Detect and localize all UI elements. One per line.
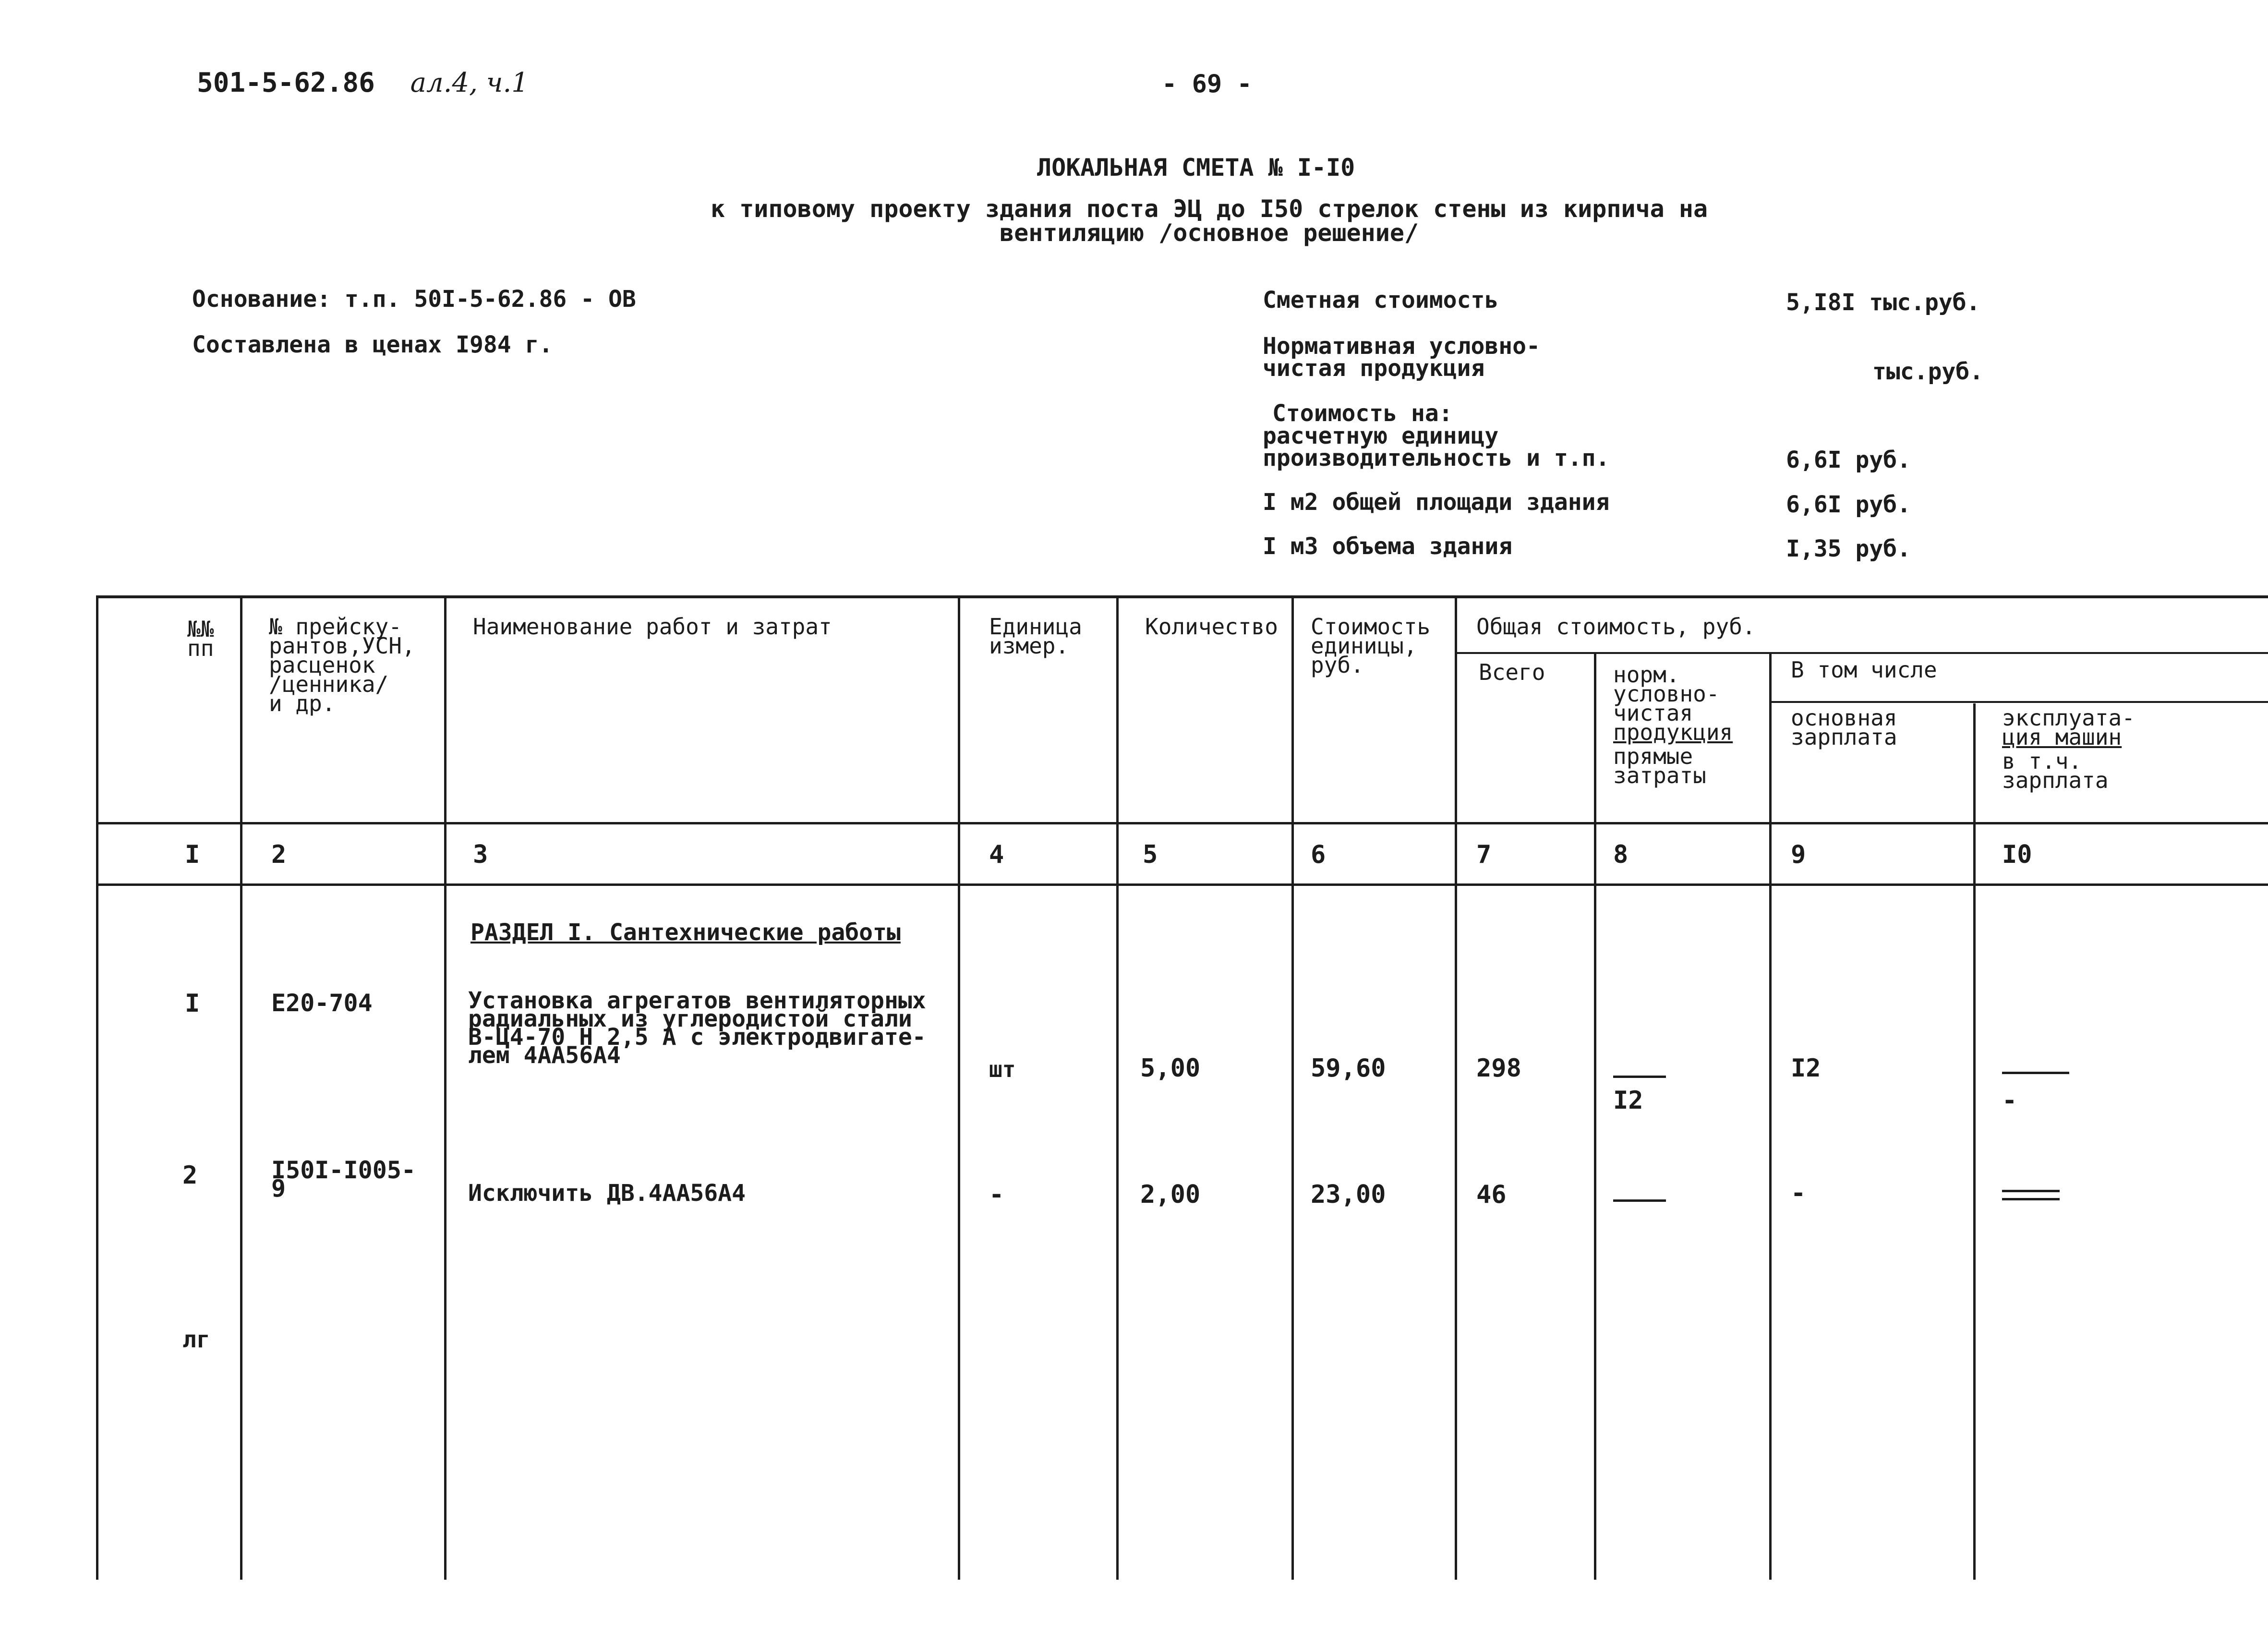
col-number-3: 3 [473,840,488,869]
col-line-5 [1291,595,1294,1580]
row-2-machines-dash-top [2002,1190,2060,1192]
header-pricelist: № прейску- рантов,УСН, расценок /ценника/ и др. [269,614,415,716]
total-group-rule [1457,652,2268,654]
document-code-number: 501-5-62.86 [197,67,375,98]
page-number: - 69 - [1162,70,1252,98]
normative-label-line-1: Нормативная условно- [1263,333,1540,360]
unit-label [1263,423,1610,472]
row-2-total: 46 [1476,1180,1507,1209]
album-part: ал.4, ч.1 [410,67,529,98]
row-1-normative-dash [1613,1076,1666,1078]
normative-value: тыс.руб. [1872,358,1984,385]
col-line-3 [958,595,960,1580]
col-line-9 [1973,703,1976,1580]
header-normative [1613,662,1733,788]
header-unit-cost: Стоимость единицы, руб. [1311,614,1431,678]
row-2-base-salary: - [1791,1179,1806,1208]
row-1-name: Установка агрегатов вентиляторных радиальных из углеродистой стали В-Ц4-70 Н 2,5 А с электродвигате- лем 4АА56А4 [468,987,926,1069]
row-1-code: Е20-704 [271,989,373,1017]
normative-label [1263,333,1540,382]
m2-value: 6,6I руб. [1786,491,1911,518]
row-2-code: I50I-I005- 9 [271,1156,416,1202]
col-line-6 [1455,595,1457,1580]
col-number-10: I0 [2002,840,2032,869]
row-1-machines-dash [2002,1072,2069,1074]
prices-text: Составлена в ценах I984 г. [192,331,553,358]
header-machines [2002,705,2135,793]
row-2-name: Исключить ДВ.4АА56А4 [468,1180,746,1207]
row-1-total: 298 [1476,1054,1521,1083]
col-line-4 [1116,595,1119,1580]
document-subtitle [711,197,1708,245]
document-title: ЛОКАЛЬНАЯ СМЕТА № I-I0 [1037,154,1355,181]
header-unit: Единица измер. [989,614,1082,659]
unit-value: 6,6I руб. [1786,447,1911,473]
unit-label-line-1: расчетную единицу [1263,423,1499,449]
row-2-price: 23,00 [1311,1180,1386,1209]
cost-per-label: Стоимость на: [1272,400,1453,427]
row-2-unit: - [989,1180,1004,1209]
header-base-salary: основная зарплата [1791,705,1897,750]
header-quantity: Количество [1145,614,1278,640]
header-machines-salary: в т.ч. зарплата [2002,748,2109,793]
estimated-cost-label: Сметная стоимость [1263,287,1499,314]
col-number-1: I [185,840,200,869]
row-2-qty: 2,00 [1140,1180,1201,1209]
sheet-mark: лг [182,1326,210,1353]
col-line-7 [1594,653,1596,1580]
estimated-cost-value: 5,I8I тыс.руб. [1786,289,1980,316]
col-number-8: 8 [1613,840,1629,869]
header-name: Наименование работ и затрат [473,614,832,640]
header-bottom-rule [96,822,2268,824]
row-2-machines-dash-bottom [2002,1198,2060,1200]
row-2-normative-dash [1613,1199,1666,1202]
row-1-qty: 5,00 [1140,1054,1201,1083]
col-number-4: 4 [989,840,1004,869]
header-direct-costs: прямые затраты [1613,743,1706,788]
header-machines-line-1: эксплуата- [2002,705,2135,731]
row-1-base-salary: I2 [1791,1054,1821,1083]
row-1-direct-costs: I2 [1613,1086,1643,1115]
header-no: №№ пп [187,616,214,661]
row-1-price: 59,60 [1311,1054,1386,1083]
row-1-no: I [185,989,200,1018]
header-machines-line-2: ция машин [2002,724,2122,750]
col-line-2 [444,595,446,1580]
header-total-group: Общая стоимость, руб. [1476,614,1756,640]
document-code [197,67,529,98]
normative-label-line-2: чистая продукция [1263,355,1485,382]
subtitle-line-2: вентиляцию /основное решение/ [1000,219,1419,247]
row-2-no: 2 [182,1161,198,1190]
subtitle-line-1: к типовому проекту здания поста ЭЦ до I50 стрелок стены из кирпича на [711,195,1708,223]
m2-label: I м2 общей площади здания [1263,489,1610,516]
col-number-2: 2 [271,840,287,869]
col-line-1 [240,595,242,1580]
row-1-machines-salary: - [2002,1086,2017,1115]
row-1-unit: шт [989,1056,1016,1082]
m3-value: I,35 руб. [1786,535,1911,562]
section-title: РАЗДЕЛ I. Сантехнические работы [470,919,901,946]
col-number-9: 9 [1791,840,1806,869]
table-top-rule [96,595,2268,598]
m3-label: I м3 объема здания [1263,533,1513,560]
header-total: Всего [1479,659,1545,685]
unit-label-line-2: производительность и т.п. [1263,445,1610,472]
col-line-0 [96,595,98,1580]
numbers-bottom-rule [96,883,2268,886]
header-including: В том числе [1791,657,1937,683]
header-normative-product: продукция [1613,719,1733,745]
col-number-7: 7 [1476,840,1492,869]
header-normative-top: норм. условно- чистая [1613,662,1720,726]
col-number-6: 6 [1311,840,1326,869]
col-number-5: 5 [1143,840,1158,869]
incl-group-rule [1772,701,2268,703]
basis-text: Основание: т.п. 50I-5-62.86 - ОВ [192,286,636,313]
col-line-8 [1769,653,1772,1580]
